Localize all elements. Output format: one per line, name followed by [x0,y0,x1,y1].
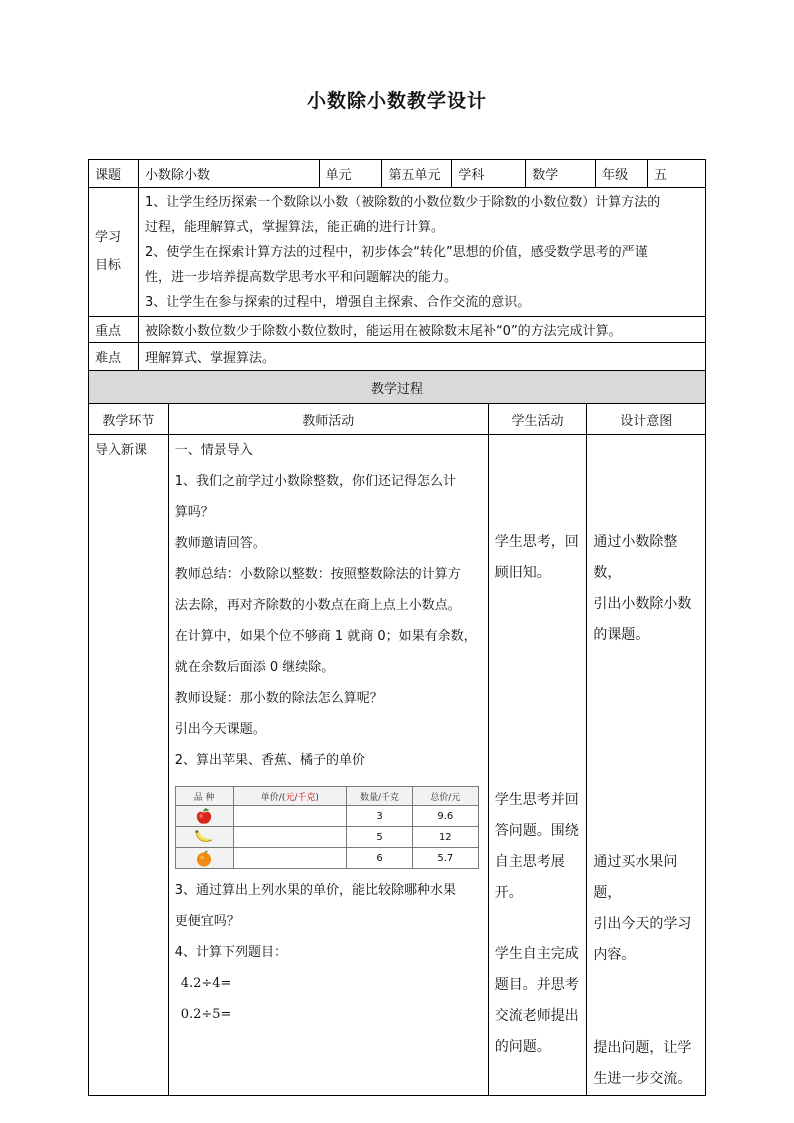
teaching-process-table [88,370,706,1096]
fruit-header-unit-price [233,787,347,806]
exercise-line: 4.2÷4= [180,976,232,991]
spacer [593,651,699,847]
teacher-line: 就在余数后面添 0 继续除。 [174,660,335,675]
teacher-line: 算吗？ [174,505,214,520]
fruit-qty: 5 [347,827,413,848]
fruit-price-table-wrap [175,776,482,875]
apple-icon [195,808,213,825]
student-line: 的问题。 [494,1039,551,1055]
fruit-header-qty: 数量/千克 [347,787,413,806]
banana-icon [194,829,214,845]
teacher-line: 4、计算下列题目： [174,945,287,960]
column-header-intent: 设计意图 [587,404,706,435]
column-header-teacher: 教师活动 [168,404,488,435]
key-point-label: 重点 [89,317,139,343]
goals-label-line-1: 学习 [95,230,122,245]
teacher-line: 更便宜吗？ [174,914,240,929]
fruit-price-table [175,786,479,869]
column-header-stage: 教学环节 [89,404,169,435]
student-line: 学生思考，回 [494,534,579,550]
unit-label: 单元 [319,160,382,188]
fruit-unit-price [233,827,347,848]
fruit-row [175,848,478,869]
goal-line: 过程，能理解算式，掌握算法，能正确的进行计算。 [144,219,444,235]
difficulty-value: 理解算式、掌握算法。 [138,343,705,371]
student-line: 题目。并思考 [494,977,579,993]
goals-label-line-2: 目标 [95,258,122,273]
teacher-line: 教师邀请回答。 [174,536,266,551]
teacher-line: 一、情景导入 [174,443,253,458]
key-point-value: 被除数小数位数少于除数小数位数时，能运用在被除数末尾补“0”的方法完成计算。 [138,317,705,343]
spacer [495,589,581,785]
column-header-student: 学生活动 [488,404,587,435]
teacher-line: 在计算中，如果个位不够商 1 就商 0；如果有余数， [174,629,477,644]
fruit-total: 5.7 [412,848,478,869]
goals-content [138,188,705,317]
teacher-line: 法去除，再对齐除数的小数点在商上点上小数点。 [174,598,461,613]
fruit-header-unit-price-prefix: 单价/( [260,792,286,803]
difficulty-label: 难点 [89,343,139,371]
goal-line: 3、让学生在参与探索的过程中，增强自主探索、合作交流的意识。 [144,294,531,310]
section-title: 教学过程 [89,371,706,404]
goals-label [89,188,139,317]
intent-line: 提出问题，让学 [593,1040,692,1056]
goal-line: 1、让学生经历探索一个数除以小数（被除数的小数位数少于除数的小数位数）计算方法的 [144,194,661,210]
teacher-line: 教师设疑：那小数的除法怎么算呢？ [174,691,383,706]
student-line: 交流老师提出 [494,1008,579,1024]
student-line: 学生自主完成 [494,946,579,962]
student-line: 学生思考并回 [494,792,579,808]
orange-icon [195,850,213,867]
design-intent-cell [587,435,706,1096]
student-line: 自主思考展开。 [494,854,565,901]
fruit-total: 12 [412,827,478,848]
grade-label: 年级 [596,160,648,188]
topic-value: 小数除小数 [138,160,319,188]
stage-name: 导入新课 [95,443,148,458]
teacher-line: 1、我们之前学过小数除整数，你们还记得怎么计 [174,474,456,489]
intent-line: 引出小数除小数 [593,596,692,612]
fruit-unit-price [233,806,347,827]
student-line: 答问题。围绕 [494,823,579,839]
fruit-icon-cell [175,848,233,869]
teacher-line: 引出今天课题。 [174,722,266,737]
intent-line: 内容。 [593,947,636,963]
stage-cell [89,435,169,1096]
intent-line: 引出今天的学习 [593,916,692,932]
exercise-line: 0.2÷5= [180,1007,232,1022]
fruit-qty: 6 [347,848,413,869]
fruit-icon-cell [175,806,233,827]
subject-value: 数学 [526,160,596,188]
fruit-row [175,827,478,848]
unit-value: 第五单元 [382,160,452,188]
fruit-header-total: 总价/元 [412,787,478,806]
intent-line: 生进一步交流。 [593,1071,692,1087]
fruit-header-kind: 品 种 [175,787,233,806]
student-line: 顾旧知。 [494,565,551,581]
fruit-icon-cell [175,827,233,848]
fruit-row [175,806,478,827]
teacher-line: 2、算出苹果、香蕉、橘子的单价 [174,753,365,768]
teacher-activity-cell [168,435,488,1096]
intent-line: 通过小数除整数， [593,534,678,581]
grade-value: 五 [648,160,706,188]
student-activity-cell [488,435,587,1096]
fruit-qty: 3 [347,806,413,827]
lesson-info-table [88,159,706,371]
fruit-header-unit-price-suffix: ) [315,792,319,803]
fruit-unit-price [233,848,347,869]
spacer [495,435,581,527]
subject-label: 学科 [452,160,526,188]
intent-line: 的课题。 [593,627,650,643]
fruit-total: 9.6 [412,806,478,827]
teacher-line: 教师总结：小数除以整数：按照整数除法的计算方 [174,567,461,582]
spacer [495,909,581,939]
page-title: 小数除小数教学设计 [306,90,487,112]
goal-line: 性，进一步培养提高数学思考水平和问题解决的能力。 [144,269,457,285]
fruit-header-unit: 元/千克 [285,792,316,803]
teacher-line: 3、通过算出上列水果的单价，能比较除哪种水果 [174,883,456,898]
intent-line: 通过买水果问题， [593,854,678,901]
spacer [593,971,699,1033]
topic-label: 课题 [89,160,139,188]
spacer [593,435,699,527]
goal-line: 2、使学生在探索计算方法的过程中，初步体会“转化”思想的价值，感受数学思考的严谨 [144,244,648,260]
